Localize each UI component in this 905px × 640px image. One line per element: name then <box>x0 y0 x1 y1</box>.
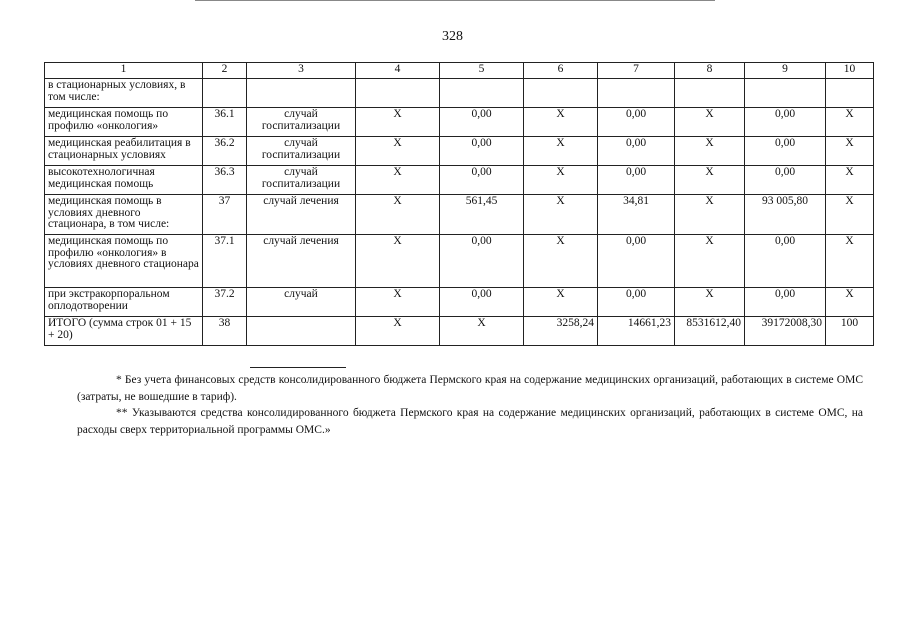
cell-col9: 0,00 <box>745 288 826 317</box>
cell-col9: 39172008,30 <box>745 317 826 346</box>
column-number: 6 <box>524 63 598 79</box>
cell-col6: X <box>524 137 598 166</box>
cell-col5: 0,00 <box>440 108 524 137</box>
row-code: 36.3 <box>203 166 247 195</box>
cell-col7 <box>598 79 675 108</box>
column-number: 4 <box>356 63 440 79</box>
cell-col6: X <box>524 195 598 235</box>
table-row <box>45 108 874 137</box>
row-unit: случай госпитализации <box>247 166 356 195</box>
table-row <box>45 137 874 166</box>
cell-col8: 8531612,40 <box>675 317 745 346</box>
row-name: высокотехнологичная медицинская помощь <box>45 166 203 195</box>
cell-col6: X <box>524 166 598 195</box>
cell-col8: X <box>675 288 745 317</box>
footnote-1: * Без учета финансовых средств консолидированного бюджета Пермского края на содержание медицинских организаций, работающих в системе ОМС (затраты, не вошедшие в тариф). <box>77 374 863 403</box>
cell-col5: 0,00 <box>440 137 524 166</box>
cell-col6: X <box>524 235 598 288</box>
cell-col10: X <box>826 288 874 317</box>
row-unit: случай лечения <box>247 235 356 288</box>
cell-col9: 0,00 <box>745 137 826 166</box>
row-name: медицинская помощь по профилю «онкология» в условиях дневного стационара <box>45 235 203 288</box>
cell-col4: X <box>356 137 440 166</box>
cell-col8: X <box>675 137 745 166</box>
row-code: 37.1 <box>203 235 247 288</box>
column-number: 5 <box>440 63 524 79</box>
table-row <box>45 195 874 235</box>
cell-col8: X <box>675 235 745 288</box>
cell-col5: X <box>440 317 524 346</box>
column-number: 10 <box>826 63 874 79</box>
cell-col4: X <box>356 195 440 235</box>
cell-col5: 0,00 <box>440 235 524 288</box>
cell-col10: X <box>826 137 874 166</box>
cell-col10: X <box>826 108 874 137</box>
column-number: 7 <box>598 63 675 79</box>
row-name: при экстракорпоральном оплодотворении <box>45 288 203 317</box>
cell-col10: X <box>826 235 874 288</box>
row-name: в стационарных условиях, в том числе: <box>45 79 203 108</box>
column-number: 8 <box>675 63 745 79</box>
cell-col6 <box>524 79 598 108</box>
cell-col8 <box>675 79 745 108</box>
row-code: 38 <box>203 317 247 346</box>
cell-col9: 0,00 <box>745 166 826 195</box>
row-unit <box>247 79 356 108</box>
table-row <box>45 79 874 108</box>
row-unit: случай госпитализации <box>247 137 356 166</box>
row-unit: случай госпитализации <box>247 108 356 137</box>
column-number: 2 <box>203 63 247 79</box>
cell-col7: 0,00 <box>598 137 675 166</box>
column-number: 9 <box>745 63 826 79</box>
cell-col5: 0,00 <box>440 166 524 195</box>
row-name: медицинская реабилитация в стационарных условиях <box>45 137 203 166</box>
table-row <box>45 166 874 195</box>
cell-col7: 0,00 <box>598 235 675 288</box>
page-number: 328 <box>442 29 463 44</box>
footnote-2: ** Указываются средства консолидированного бюджета Пермского края на содержание медицинских организаций, работающих в системе ОМС, на расходы сверх территориальной программы ОМС.» <box>77 407 863 436</box>
footnotes <box>77 372 863 438</box>
cell-col10 <box>826 79 874 108</box>
column-number: 1 <box>45 63 203 79</box>
row-name: ИТОГО (сумма строк 01 + 15 + 20) <box>45 317 203 346</box>
financing-table <box>44 62 874 346</box>
cell-col6: X <box>524 108 598 137</box>
cell-col9: 0,00 <box>745 108 826 137</box>
cell-col4: X <box>356 288 440 317</box>
cell-col4: X <box>356 235 440 288</box>
cell-col7: 0,00 <box>598 288 675 317</box>
row-unit: случай <box>247 288 356 317</box>
cell-col8: X <box>675 108 745 137</box>
cell-col4: X <box>356 166 440 195</box>
row-code: 36.1 <box>203 108 247 137</box>
row-name: медицинская помощь в условиях дневного стационара, в том числе: <box>45 195 203 235</box>
table-row <box>45 288 874 317</box>
cell-col9: 93 005,80 <box>745 195 826 235</box>
cell-col9 <box>745 79 826 108</box>
cell-col6: X <box>524 288 598 317</box>
cell-col7: 0,00 <box>598 108 675 137</box>
row-code <box>203 79 247 108</box>
cell-col8: X <box>675 195 745 235</box>
table-row <box>45 235 874 288</box>
row-code: 37.2 <box>203 288 247 317</box>
cell-col5 <box>440 79 524 108</box>
cell-col7: 34,81 <box>598 195 675 235</box>
cell-col6: 3258,24 <box>524 317 598 346</box>
cell-col8: X <box>675 166 745 195</box>
row-name: медицинская помощь по профилю «онкология» <box>45 108 203 137</box>
cell-col9: 0,00 <box>745 235 826 288</box>
cell-col7: 0,00 <box>598 166 675 195</box>
cell-col10: X <box>826 166 874 195</box>
row-code: 36.2 <box>203 137 247 166</box>
cell-col4 <box>356 79 440 108</box>
cell-col4: X <box>356 317 440 346</box>
row-code: 37 <box>203 195 247 235</box>
cell-col4: X <box>356 108 440 137</box>
cell-col5: 561,45 <box>440 195 524 235</box>
row-unit: случай лечения <box>247 195 356 235</box>
cell-col10: 100 <box>826 317 874 346</box>
top-scan-rule <box>195 0 715 1</box>
cell-col7: 14661,23 <box>598 317 675 346</box>
table-row-total <box>45 317 874 346</box>
row-unit <box>247 317 356 346</box>
footnote-separator <box>250 367 346 368</box>
cell-col5: 0,00 <box>440 288 524 317</box>
column-number-row <box>45 63 874 79</box>
cell-col10: X <box>826 195 874 235</box>
column-number: 3 <box>247 63 356 79</box>
